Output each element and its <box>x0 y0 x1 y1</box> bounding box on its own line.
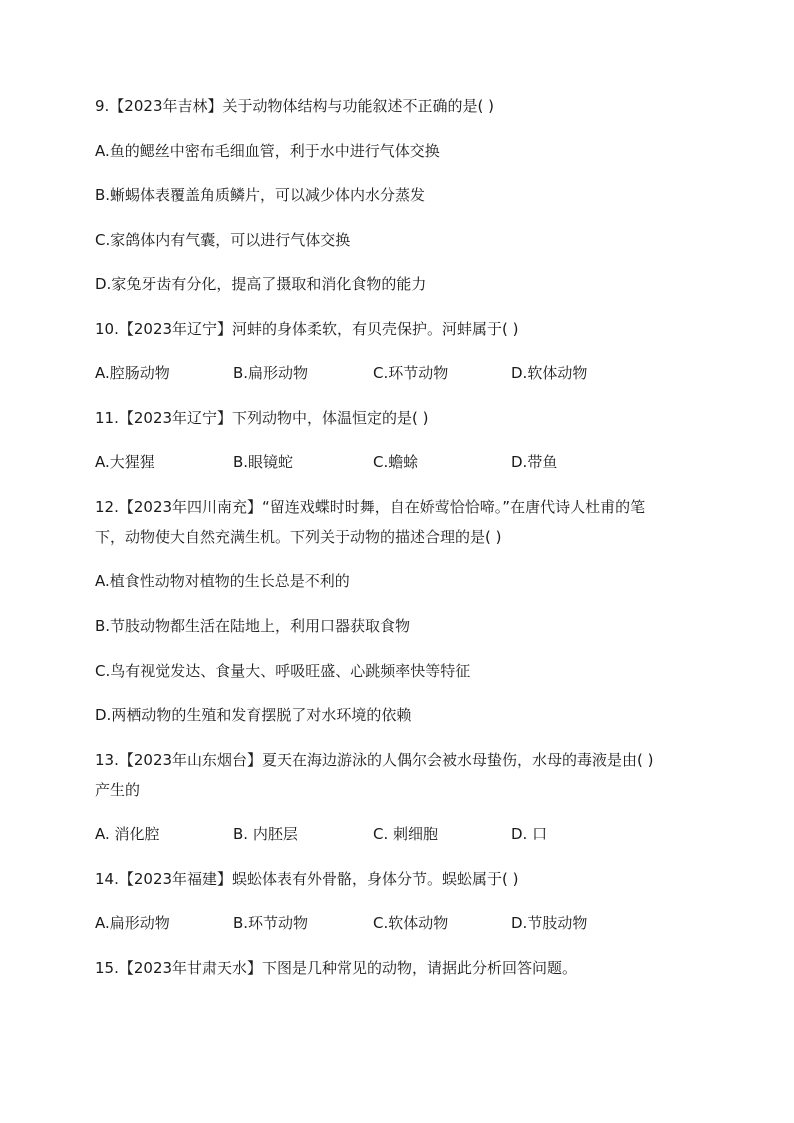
question-14-option-b: B.环节动物 <box>233 914 309 932</box>
question-11-stem: 11.【2023年辽宁】下列动物中，体温恒定的是( ) <box>95 409 429 427</box>
question-10-option-d: D.软体动物 <box>511 364 588 382</box>
question-11-option-b: B.眼镜蛇 <box>233 453 294 471</box>
question-11-option-a: A.大猩猩 <box>95 453 155 471</box>
question-14-stem: 14.【2023年福建】蜈蚣体表有外骨骼，身体分节。蜈蚣属于( ) <box>95 870 519 888</box>
question-13-option-c: C. 刺细胞 <box>373 825 439 843</box>
question-12-stem-line-1: 12.【2023年四川南充】“留连戏蝶时时舞，自在娇莺恰恰啼。”在唐代诗人杜甫的笔 <box>95 498 646 516</box>
question-11-options <box>95 451 705 473</box>
question-14-option-d: D.节肢动物 <box>511 914 588 932</box>
question-9-stem: 9.【2023年吉林】关于动物体结构与功能叙述不正确的是( ) <box>95 97 494 115</box>
question-9-option-b: B.蜥蜴体表覆盖角质鳞片，可以减少体内水分蒸发 <box>95 186 426 204</box>
question-12-option-c: C.鸟有视觉发达、食量大、呼吸旺盛、心跳频率快等特征 <box>95 662 471 680</box>
question-10-option-a: A.腔肠动物 <box>95 364 170 382</box>
question-9-option-a: A.鱼的鳃丝中密布毛细血管，利于水中进行气体交换 <box>95 142 440 160</box>
question-12-option-d: D.两栖动物的生殖和发育摆脱了对水环境的依赖 <box>95 706 412 724</box>
question-11-option-c: C.蟾蜍 <box>373 453 419 471</box>
question-12-stem-line-2: 下，动物使大自然充满生机。下列关于动物的描述合理的是( ) <box>95 528 502 546</box>
question-14-options <box>95 912 705 934</box>
question-10-option-c: C.环节动物 <box>373 364 449 382</box>
question-13-stem-line-2: 产生的 <box>95 781 141 799</box>
question-13-option-a: A. 消化腔 <box>95 825 160 843</box>
question-15-stem: 15.【2023年甘肃天水】下图是几种常见的动物，请据此分析回答问题。 <box>95 959 578 977</box>
question-14-option-c: C.软体动物 <box>373 914 449 932</box>
question-14-option-a: A.扁形动物 <box>95 914 170 932</box>
question-13-option-b: B. 内胚层 <box>233 825 298 843</box>
question-9-option-d: D.家兔牙齿有分化，提高了摄取和消化食物的能力 <box>95 275 427 293</box>
question-12-option-b: B.节肢动物都生活在陆地上，利用口器获取食物 <box>95 617 411 635</box>
question-13-stem-line-1: 13.【2023年山东烟台】夏天在海边游泳的人偶尔会被水母蛰伤，水母的毒液是由( ) <box>95 751 654 769</box>
question-12-option-a: A.植食性动物对植物的生长总是不利的 <box>95 572 350 590</box>
question-13-options <box>95 823 705 845</box>
question-10-options <box>95 362 705 384</box>
question-9-option-c: C.家鸽体内有气囊，可以进行气体交换 <box>95 231 351 249</box>
question-10-option-b: B.扁形动物 <box>233 364 309 382</box>
question-11-option-d: D.带鱼 <box>511 453 558 471</box>
question-13-option-d: D. 口 <box>511 825 548 843</box>
question-10-stem: 10.【2023年辽宁】河蚌的身体柔软，有贝壳保护。河蚌属于( ) <box>95 320 519 338</box>
